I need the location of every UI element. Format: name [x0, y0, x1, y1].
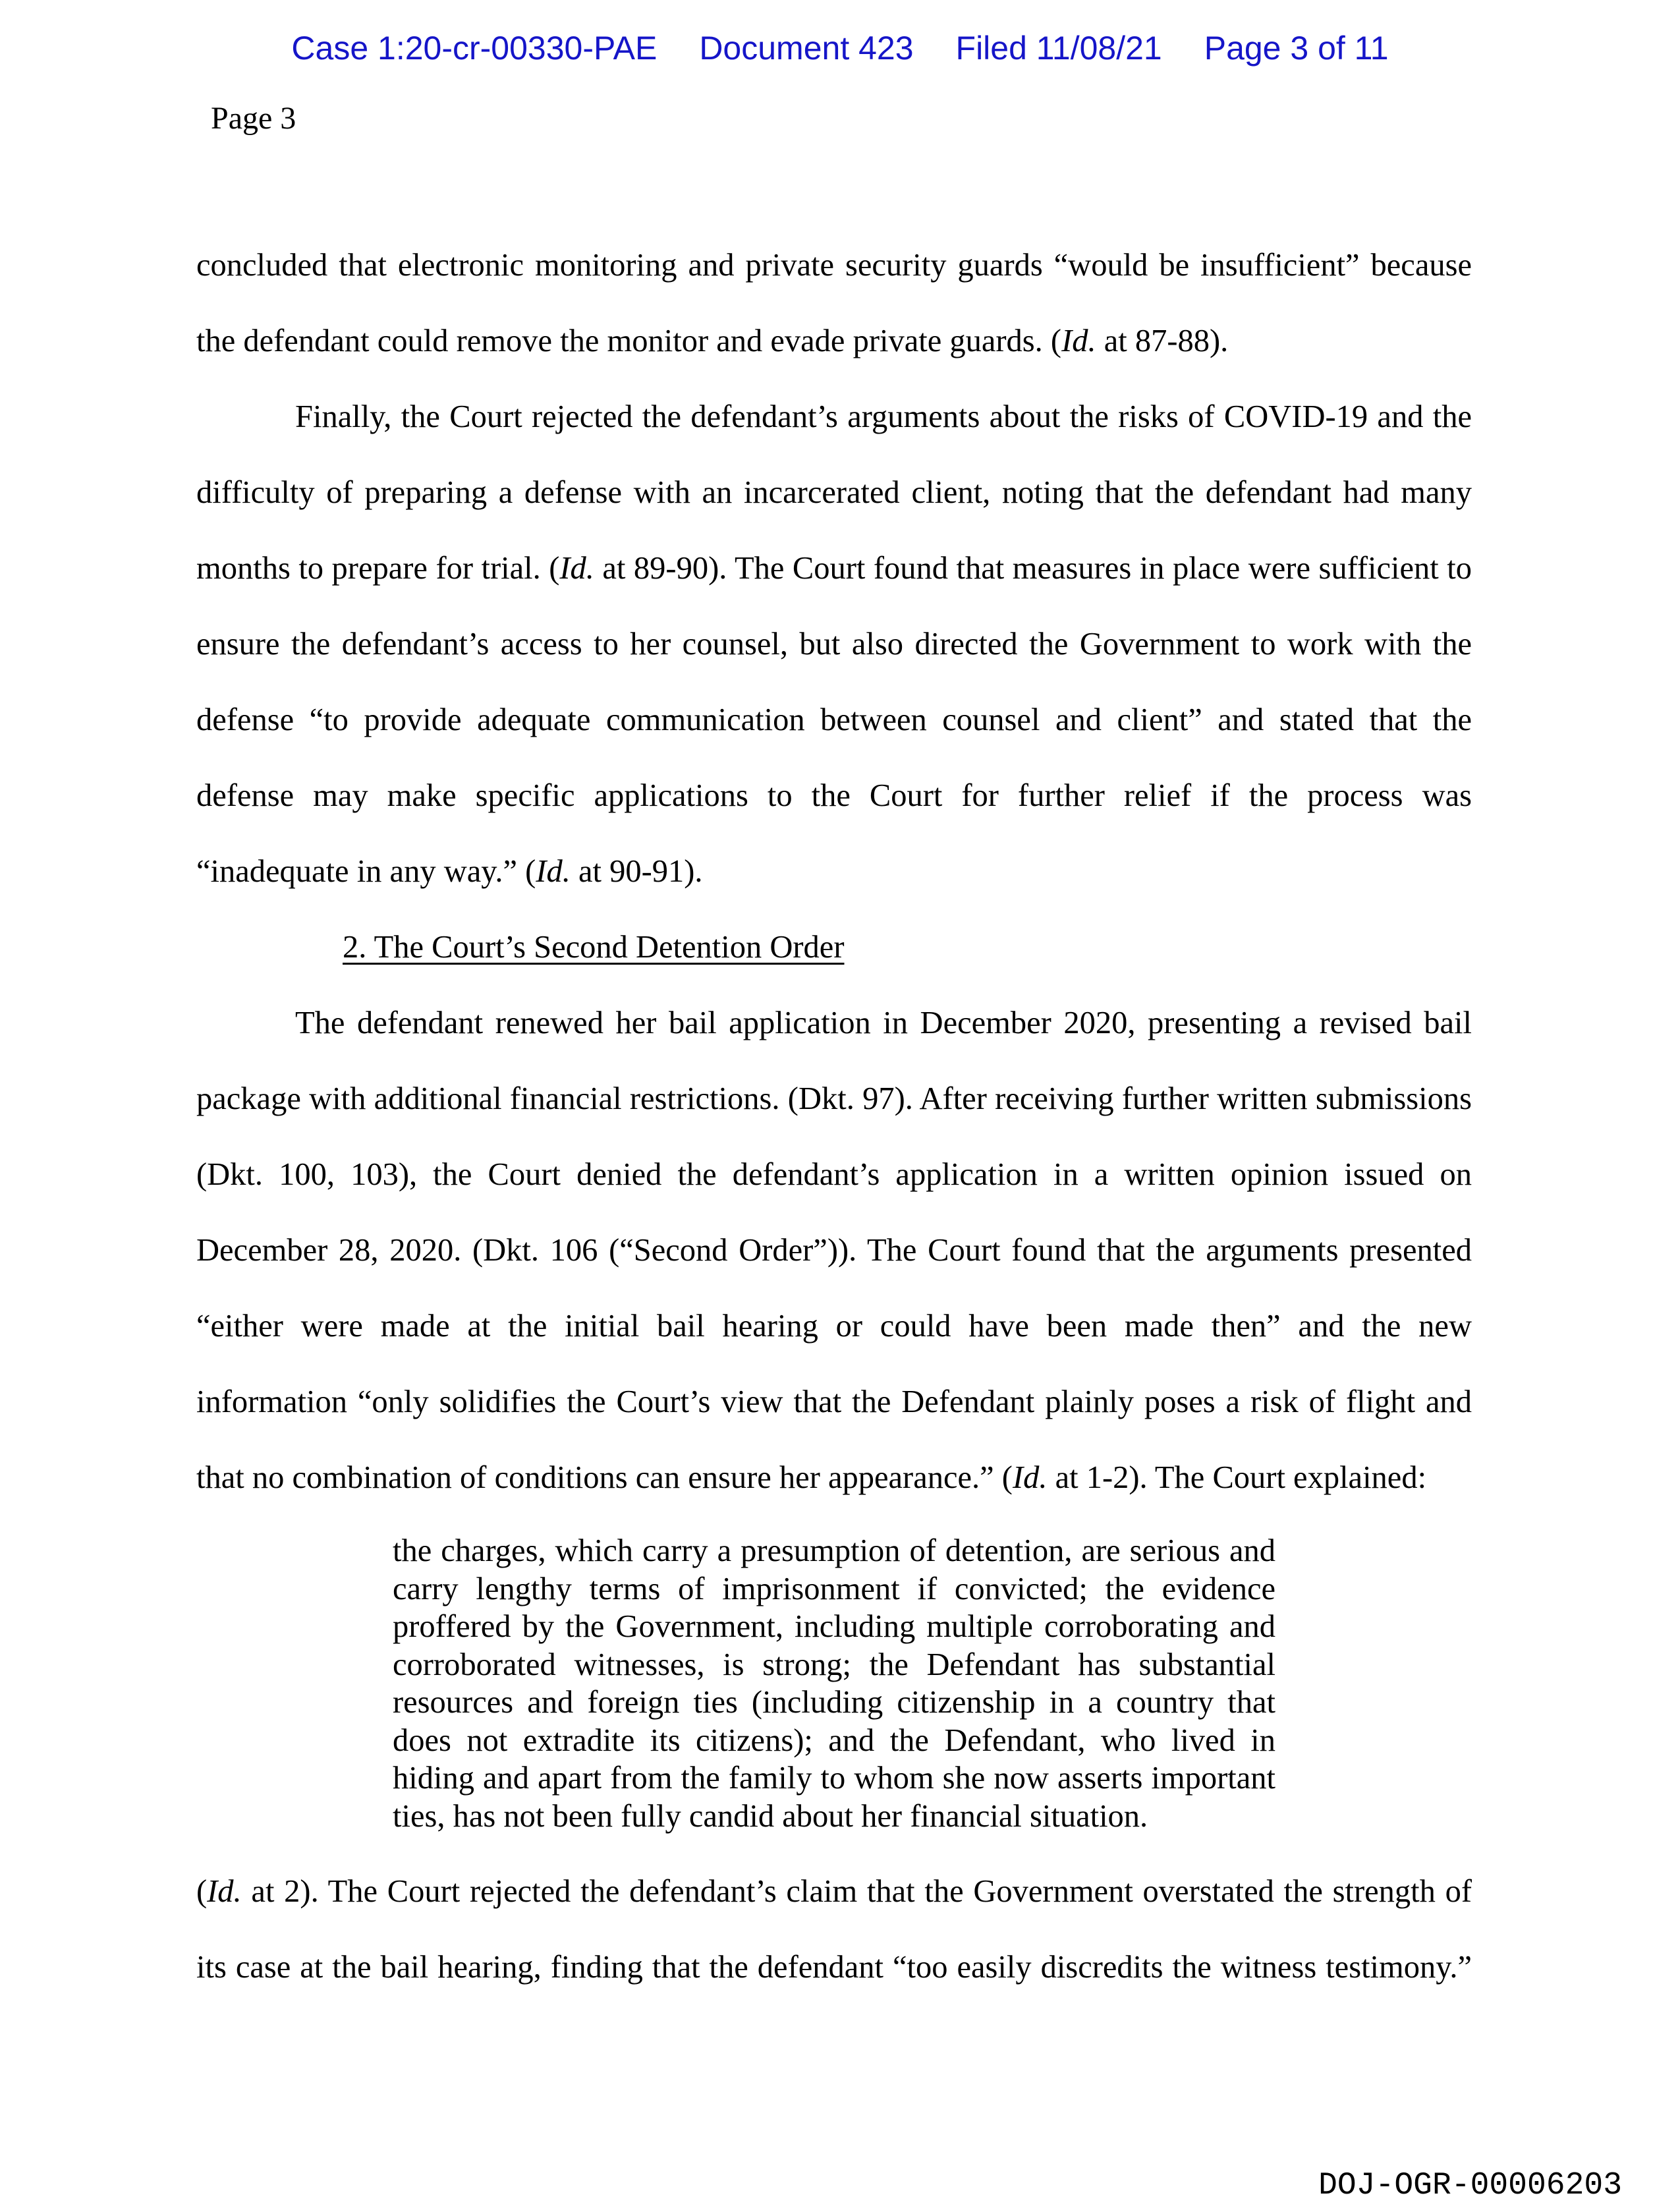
document-body	[196, 227, 1472, 2005]
paragraph-text: Finally, the Court rejected the defendant’s arguments about the risks of COVID-19 and the difficulty of preparing a defense with an incarcerated client, noting that the defendant had many months to prepare for trial. (	[196, 399, 1472, 586]
filed-date: Filed 11/08/21	[955, 30, 1162, 67]
paragraph-1	[196, 227, 1472, 379]
block-quote: the charges, which carry a presumption of detention, are serious and carry lengthy terms of imprisonment if convicted; the evidence proffered by the Government, including multiple corroborating and corroborated witnesses, is strong; the Defendant has substantial resources and foreign ties (including citizenship in a country that does not extradite its citizens); and the Defendant, who lived in hiding and apart from the family to whom she now asserts important ties, has not been fully candid about her financial situation.	[393, 1533, 1275, 1834]
paragraph-2	[196, 379, 1472, 909]
document-number: Document 423	[699, 30, 914, 67]
paragraph-text: at 87-88).	[1096, 324, 1229, 358]
citation-id: Id.	[1061, 324, 1096, 358]
section-heading: 2. The Court’s Second Detention Order	[343, 930, 845, 965]
paragraph-text: at 1-2). The Court explained:	[1047, 1460, 1427, 1495]
ecf-header	[0, 29, 1680, 67]
page-label: Page 3	[211, 101, 296, 136]
citation-id: Id.	[559, 551, 594, 586]
paragraph-text: at 89-90). The Court found that measures in place were sufficient to ensure the defendant’s access to her counsel, but also directed the Government to work with the defense “to provide adequate communication between counsel and client” and stated that the defense may make specific applications to the Court for further relief if the process was “inadequate in any way.” (	[196, 551, 1472, 889]
paragraph-3	[196, 985, 1472, 1516]
paragraph-text: at 2). The Court rejected the defendant’s claim that the Government overstated the strength of its case at the bail hearing, finding that the defendant “too easily discredits the witness testimony.”	[196, 1874, 1472, 1985]
paragraph-text: at 90-91).	[570, 854, 703, 889]
citation-id: Id.	[207, 1874, 242, 1909]
page-count: Page 3 of 11	[1204, 30, 1389, 67]
case-number: Case 1:20-cr-00330-PAE	[291, 30, 658, 67]
bates-number: DOJ-OGR-00006203	[1318, 2168, 1622, 2203]
citation-id: Id.	[536, 854, 571, 889]
paragraph-text: concluded that electronic monitoring and private security guards “would be insufficient” because the defendant could remove the monitor and evade private guards. (	[196, 248, 1472, 358]
citation-id: Id.	[1012, 1460, 1048, 1495]
paragraph-text: (	[196, 1874, 208, 1909]
paragraph-4	[196, 1854, 1472, 2005]
paragraph-text: The defendant renewed her bail application in December 2020, presenting a revised bail package with additional financial restrictions. (Dkt. 97). After receiving further written submissions (Dkt. 100, 103), the Court denied the defendant’s application in a written opinion issued on December 28, 2020. (Dkt. 106 (“Second Order”)). The Court found that the arguments presented “either were made at the initial bail hearing or could have been made then” and the new information “only solidifies the Court’s view that the Defendant plainly poses a risk of flight and that no combination of conditions can ensure her appearance.” (	[196, 1006, 1472, 1495]
